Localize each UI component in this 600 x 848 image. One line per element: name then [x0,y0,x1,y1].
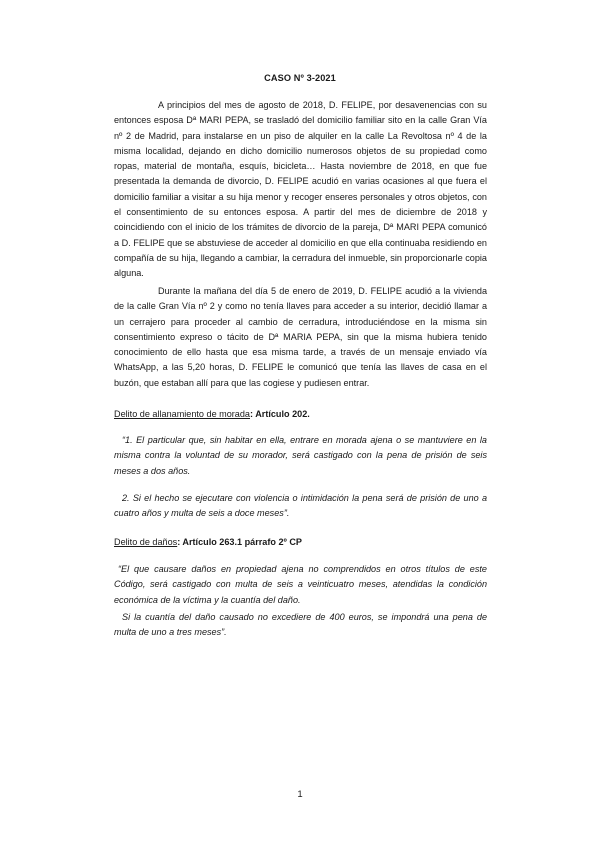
page-title: CASO Nº 3-2021 [264,73,336,83]
section-label: Delito de daños [114,537,178,547]
section-article: : Artículo 202. [250,409,310,419]
paragraph-text: A principios del mes de agosto de 2018, D. FELIPE, por desavenencias con su entonces esposa Dª MARI PEPA, se trasladó del domicilio familiar sito en la calle Gran Vía nº 2 de Madrid, para instalarse en un piso de alquiler en la calle La Revoltosa nº 4 de la misma localidad, dejando en dicho domicilio numerosos objetos de su propiedad como ropas, material de montaña, esquís, bicicleta… Hasta noviembre de 2018, en que fue presentada la demanda de divorcio, D. FELIPE acudió en varias ocasiones al que fuera el domicilio familiar a visitar a su hija menor y recoger enseres personales y otros objetos, con el consentimiento de su entonces esposa. A partir del mes de diciembre de 2018 y coincidiendo con el inicio de los trámites de divorcio de la pareja, Dª MARI PEPA comunicó a D. FELIPE que se abstuviese de acceder al domicilio en que ella continuaba residiendo en compañía de su hija, llegando a cambiar, la cerradura del inmueble, sin proporcionarle copia alguna. [114,100,487,279]
legal-quote: Si la cuantía del daño causado no excediere de 400 euros, se impondrá una pena de multa de uno a tres meses”. [114,612,487,638]
section-article: : Artículo 263.1 párrafo 2º CP [177,537,302,547]
page-number: 1 [297,789,303,800]
section-heading-allanamiento [114,408,310,421]
legal-quote: “El que causare daños en propiedad ajena no comprendidos en otros títulos de este Código, será castigado con multa de seis a veinticuatro meses, atendidas la condición económica de la víctima y la cuantía del daño. [114,564,487,605]
paragraph-text: Durante la mañana del día 5 de enero de 2019, D. FELIPE acudió a la vivienda de la calle Gran Vía nº 2 y como no tenía llaves para acceder a su interior, decidió llamar a un cerrajero para proceder al cambio de cerradura, introduciéndose en la misma sin consentimiento expreso o tácito de Dª MARIA PEPA, sin que la misma hubiera tenido conocimiento de ello hasta que esa misma tarde, a través de un mensaje enviado vía WhatsApp, a las 5,20 horas, D. FELIPE le comunicó que tenía las llaves de casa en el buzón, que estaban allí para que las cogiese y pudiesen entrar. [114,286,487,388]
legal-quote: 2. Si el hecho se ejecutare con violencia o intimidación la pena será de prisión de uno a cuatro años y multa de seis a doce meses”. [114,493,487,519]
section-heading-danos [114,536,302,549]
legal-quote: “1. El particular que, sin habitar en ella, entrare en morada ajena o se mantuviere en la misma contra la voluntad de su morador, será castigado con la pena de prisión de seis meses a dos años. [114,435,487,476]
paragraph-facts-1 [114,98,487,282]
paragraph-facts-2 [114,284,487,391]
section-label: Delito de allanamiento de morada [114,409,250,419]
